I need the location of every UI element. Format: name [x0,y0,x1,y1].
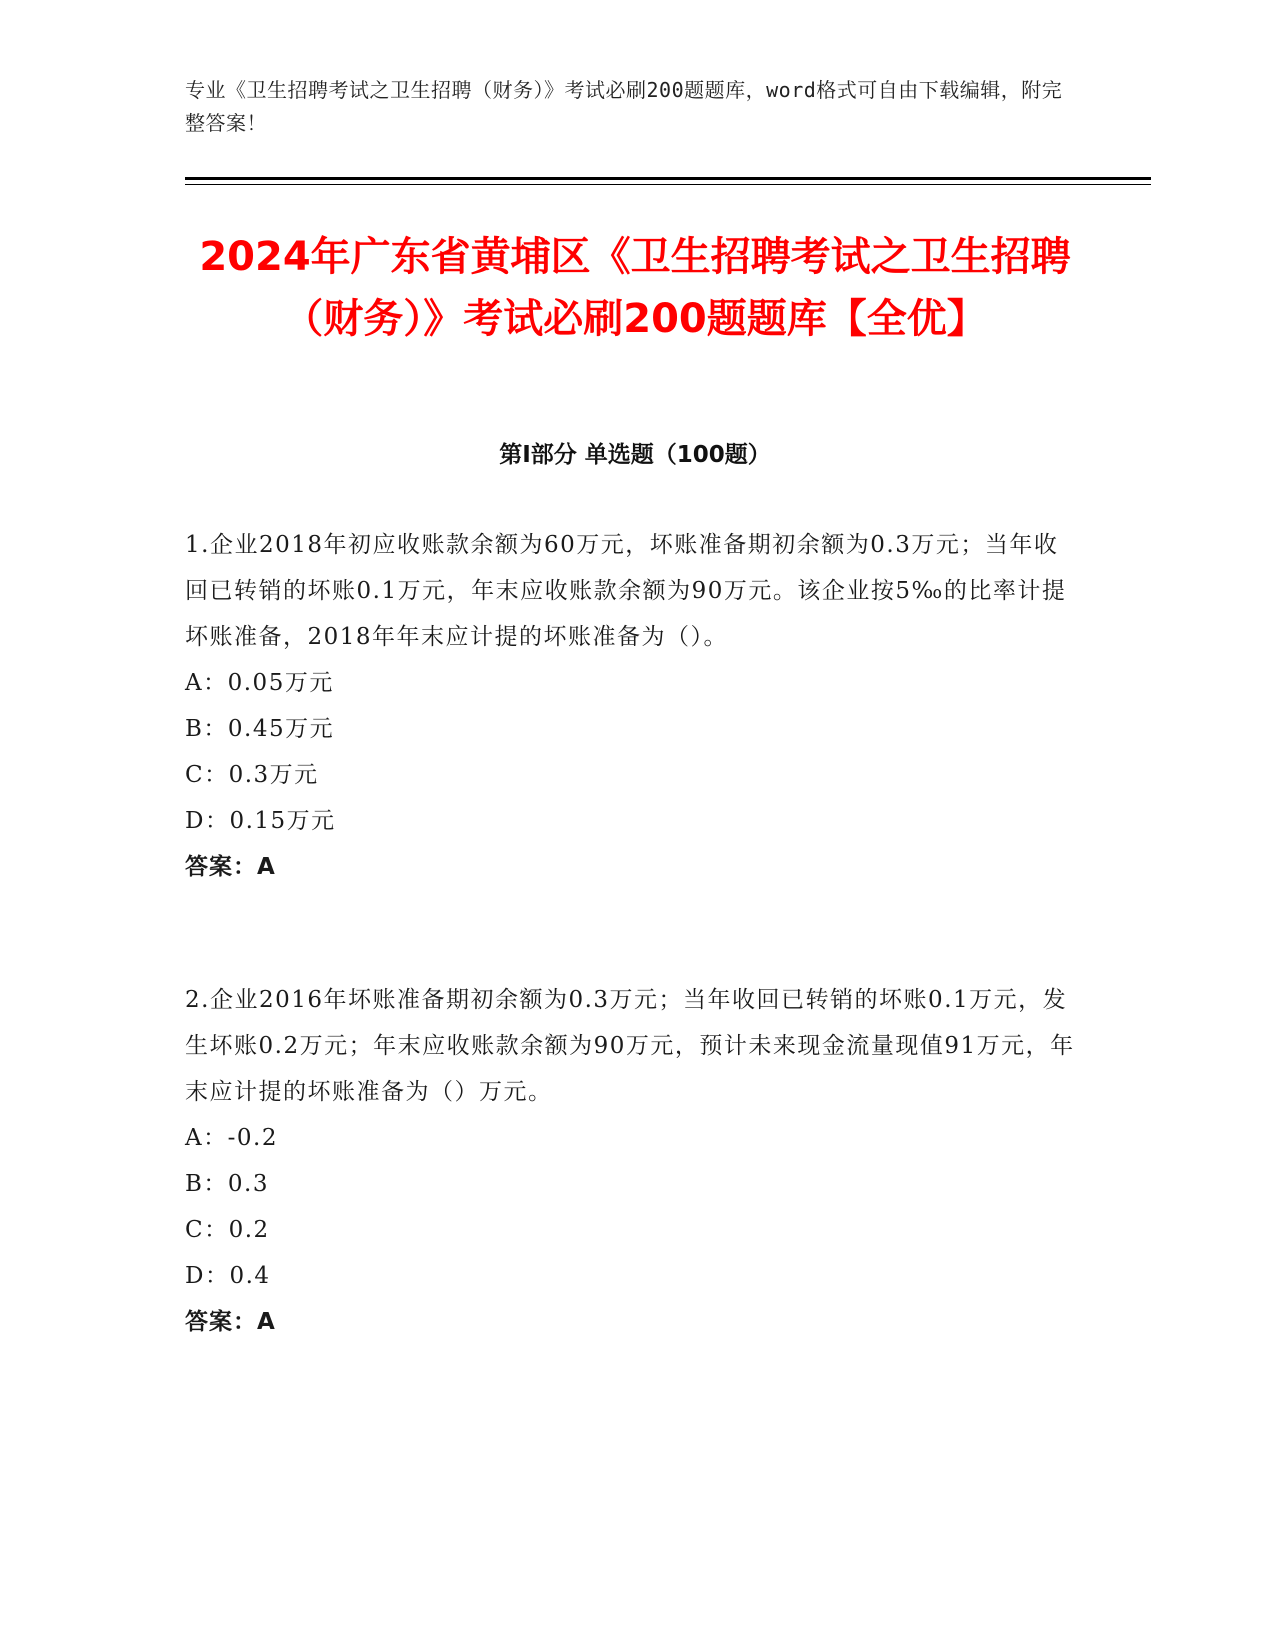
option-c: C：0.2 [185,1217,270,1243]
option-d: D：0.4 [185,1263,271,1289]
question-block [185,977,1075,1345]
option-b: B：0.3 [185,1171,269,1197]
question-stem: 1.企业2018年初应收账款余额为60万元，坏账准备期初余额为0.3万元；当年收回已转销的坏账0.1万元，年末应收账款余额为90万元。该企业按5‰的比率计提坏账准备，2018年年末应计提的坏账准备为（）。 [185,532,1067,650]
header-rule-thin [185,184,1151,185]
option-d: D：0.15万元 [185,808,336,834]
header-rule-thick [185,177,1151,180]
option-b: B：0.45万元 [185,716,335,742]
question-stem: 2.企业2016年坏账准备期初余额为0.3万元；当年收回已转销的坏账0.1万元，发生坏账0.2万元；年末应收账款余额为90万元，预计未来现金流量现值91万元，年末应计提的坏账准备为（）万元。 [185,987,1075,1105]
section-title: 第I部分 单选题（100题） [499,442,771,468]
option-a: A：-0.2 [185,1125,278,1151]
answer: 答案：A [185,1309,276,1335]
header-note: 专业《卫生招聘考试之卫生招聘（财务）》考试必刷200题题库，word格式可自由下载编辑，附完整答案！ [185,78,1063,135]
document-title: 2024年广东省黄埔区《卫生招聘考试之卫生招聘（财务）》考试必刷200题题库【全优】 [199,234,1071,342]
option-c: C：0.3万元 [185,762,319,788]
answer: 答案：A [185,854,276,880]
question-block [185,522,1075,890]
option-a: A：0.05万元 [185,670,334,696]
